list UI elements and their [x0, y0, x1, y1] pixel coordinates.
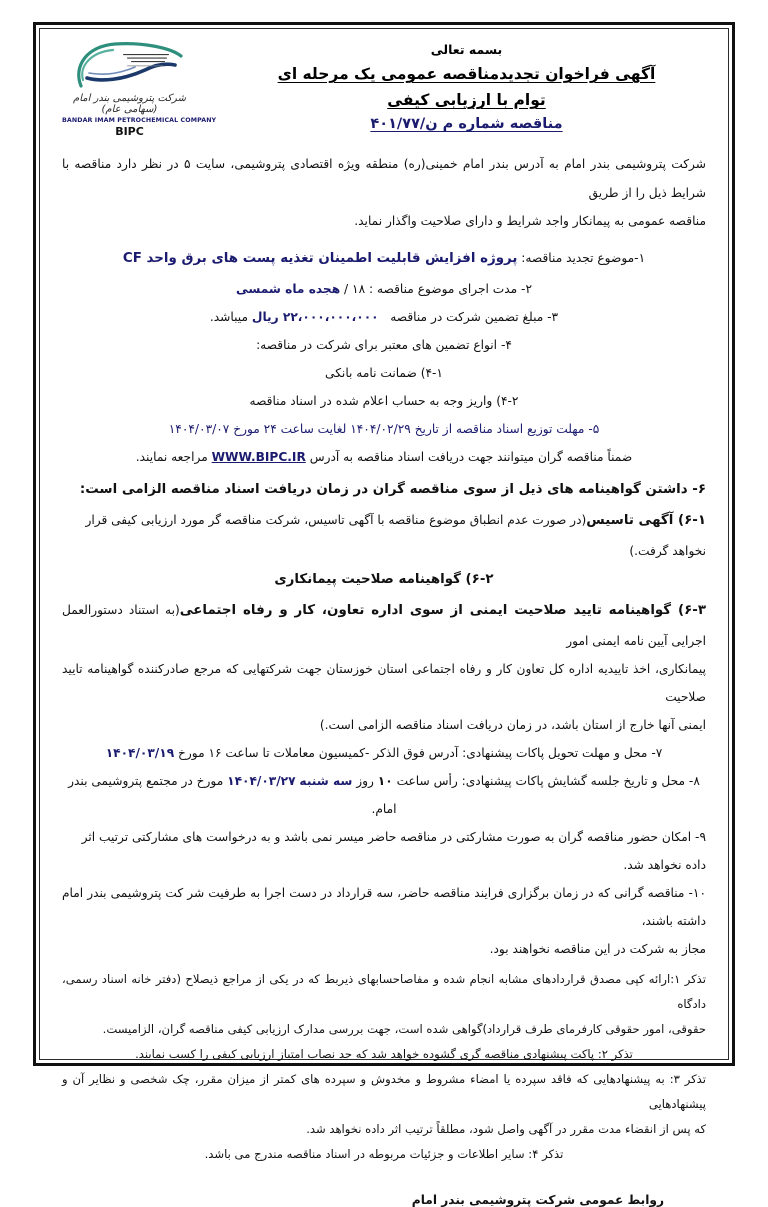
item-6-1-detail: (در صورت عدم انطباق موضوع مناقصه با آگهی تاسیس، شرکت مناقصه گر مورد ارزیابی کیفی قرار نخواهد گرفت.): [85, 513, 706, 558]
item-6-3-detail-1: (به استناد دستورالعمل اجرایی آیین نامه ایمنی امور: [62, 602, 706, 648]
item-2-duration: [62, 275, 706, 303]
item-6-1-establishment-notice: [62, 506, 706, 565]
footer-signature: روابط عمومی شرکت پتروشیمی بندر امام: [411, 1192, 664, 1207]
item-1-subject-value: پروژه افزایش قابلیت اطمینان تغذیه پست های برق واحد CF: [122, 251, 518, 267]
item-3-amount: ۲۲،۰۰۰،۰۰۰،۰۰۰ ریال: [251, 309, 379, 324]
intro-line-2: مناقصه عمومی به پیمانکار واجد شرایط و دارای صلاحیت واگذار نماید.: [354, 214, 706, 229]
item-2-value: هجده ماه شمسی: [236, 281, 341, 296]
item-9-joint-participation: ۹- امکان حضور مناقصه گران به صورت مشارکتی در مناقصه حاضر میسر نمی باشد و به درخواست های مشارکتی ترتیب اثر داده نخواهد شد.: [81, 830, 706, 873]
item-6-1-label: ۶-۱) آگهی تاسیس: [586, 513, 706, 529]
item-10-ongoing-contracts-line-2: مجاز به شرکت در این مناقصه نخواهند بود.: [489, 942, 706, 957]
note-1-line-1: تذکر ۱:ارائه کپی مصدق قراردادهای مشابه انجام شده و مفاصاحسابهای ذیربط که در یکی از مراجع ذیصلاح (دفتر خانه اسناد رسمی، دادگاه: [62, 972, 706, 1012]
item-7-prefix: ۷- محل و مهلت تحویل پاکات پیشنهادی: آدرس فوق الذکر -کمیسیون معاملات تا ساعت ۱۶ مورخ: [178, 745, 663, 760]
item-4-guarantee-types: ۴- انواع تضمین های معتبر برای شرکت در مناقصه:: [256, 337, 512, 352]
logo-abbreviation: BIPC: [115, 125, 144, 138]
document-header: [62, 36, 706, 138]
note-1-line-2: حقوقی، امور حقوقی کارفرمای طرف قرارداد)گواهی شده است، جهت بررسی مدارک ارزیابی کیفی مناقصه گران، الزامیست.: [102, 1022, 706, 1037]
item-5-date-from: ۱۴۰۴/۰۲/۲۹: [350, 422, 411, 437]
item-2-prefix: ۲- مدت اجرای موضوع مناقصه : ۱۸ /: [344, 281, 532, 296]
item-8-suffix: مورخ: [196, 773, 224, 788]
note-3-line-2: که پس از انقضاء مدت مقرر در آگهی واصل شود، مطلقاً ترتیب اثر داده نخواهد شد.: [306, 1121, 706, 1136]
tender-number: مناقصه شماره م ن/۴۰۱/۷۷: [370, 116, 563, 133]
note-4: تذکر ۴: سایر اطلاعات و جزئیات مربوطه در اسناد مناقصه مندرج می باشد.: [204, 1146, 564, 1161]
item-5-note-prefix: ضمناً مناقصه گران میتوانند جهت دریافت اسناد مناقصه به آدرس: [309, 450, 633, 465]
item-5-prefix: ۵- مهلت توزیع اسناد مناقصه از تاریخ: [414, 422, 600, 437]
item-7-envelope-delivery: [62, 739, 706, 767]
item-8-middle: روز: [356, 773, 374, 788]
page-subtitle: توام با ارزیابی کیفی: [387, 91, 546, 110]
intro-line-1: شرکت پتروشیمی بندر امام به آدرس بندر امام خمینی(ره) منطقه ویژه اقتصادی پتروشیمی، سایت ۵ در نظر دارد مناقصه با شرایط ذیل را از طریق: [62, 157, 706, 200]
item-6-2-contractor-qualification: ۶-۲) گواهینامه صلاحیت پیمانکاری: [274, 572, 494, 587]
item-8-tail: در مجتمع پتروشیمی بندر امام.: [68, 773, 397, 817]
item-5-note-suffix: مراجعه نمایند.: [135, 450, 208, 465]
logo-script-fa: شرکت پتروشیمی بندر امام (سهامی عام): [73, 93, 186, 115]
item-4-1-bank-guarantee: ۴-۱) ضمانت نامه بانکی: [325, 366, 443, 381]
item-3-guarantee-amount: [62, 303, 706, 331]
header-titles: [197, 36, 706, 134]
item-6-3-detail-line-3: ایمنی آنها خارج از استان باشد، در زمان دریافت اسناد مناقصه الزامی است.): [319, 717, 706, 732]
bipc-website-link[interactable]: WWW.BIPC.IR: [211, 450, 306, 465]
item-4-2-deposit: ۴-۲) واریز وجه به حساب اعلام شده در اسناد مناقصه: [249, 394, 519, 409]
bipc-logo: [62, 36, 217, 138]
item-5-website-note: [62, 443, 706, 471]
item-6-3-detail-line-2: پیمانکاری، اخذ تاییدیه اداره کل تعاون کار و رفاه اجتماعی استان خوزستان جهت شرکتهایی که مرجع صادرکننده گواهینامه تایید صلاحیت: [62, 661, 706, 704]
bipc-logo-mark: [71, 40, 189, 92]
page-title: آگهی فراخوان تجدیدمناقصه عمومی یک مرحله ای: [277, 65, 656, 83]
item-5-distribution-period: [62, 415, 706, 443]
item-6-3-label: ۶-۳) گواهینامه تایید صلاحیت ایمنی از سوی اداره تعاون، کار و رفاه اجتماعی: [179, 602, 707, 618]
item-7-date: ۱۴۰۴/۰۳/۱۹: [105, 745, 175, 760]
document-content: [40, 28, 728, 1207]
item-6-certificates-heading: ۶- داشتن گواهینامه های ذیل از سوی مناقصه گران در زمان دریافت اسناد مناقصه الزامی است:: [79, 482, 706, 498]
item-10-ongoing-contracts-line-1: ۱۰- مناقصه گرانی که در زمان برگزاری فرایند مناقصه حاضر، سه قرارداد در دست اجرا به طرفیت شر کت پتروشیمی بندر امام داشته باشند،: [62, 886, 706, 929]
item-8-date: ۱۴۰۴/۰۳/۲۷: [227, 773, 296, 788]
item-5-date-to: ۱۴۰۴/۰۳/۰۷: [168, 422, 230, 437]
item-8-day: سه شنبه: [299, 773, 353, 788]
item-5-middle: لغایت ساعت ۲۴ مورخ: [233, 422, 347, 437]
logo-company-en: BANDAR IMAM PETROCHEMICAL COMPANY: [62, 117, 217, 124]
intro-paragraph: [62, 150, 706, 236]
item-6-3-safety-certificate: [62, 596, 706, 655]
basmala-text: بسمه تعالی: [430, 42, 503, 57]
item-8-prefix: ۸- محل و تاریخ جلسه گشایش پاکات پیشنهادی: رأس ساعت: [396, 773, 700, 788]
item-1-subject: [62, 244, 706, 275]
item-8-time: ۱۰: [377, 773, 393, 788]
item-3-suffix: میباشد.: [209, 309, 248, 324]
note-2: تذکر ۲: پاکت پیشنهادی مناقصه گری گشوده خواهد شد که حد نصاب امتیاز ارزیابی کیفی را کسب نمایند.: [135, 1047, 633, 1062]
item-3-prefix: ۳- مبلغ تضمین شرکت در مناقصه: [390, 309, 559, 324]
item-1-prefix: ۱-موضوع تجدید مناقصه:: [521, 251, 646, 266]
item-8-opening-session: [62, 767, 706, 823]
note-3-line-1: تذکر ۳: به پیشنهادهایی که فاقد سپرده یا امضاء مشروط و مخدوش و سپرده های کمتر از میزان مقرر، چک شخصی و نظایر آن و پیشنهادهایی: [62, 1072, 706, 1112]
